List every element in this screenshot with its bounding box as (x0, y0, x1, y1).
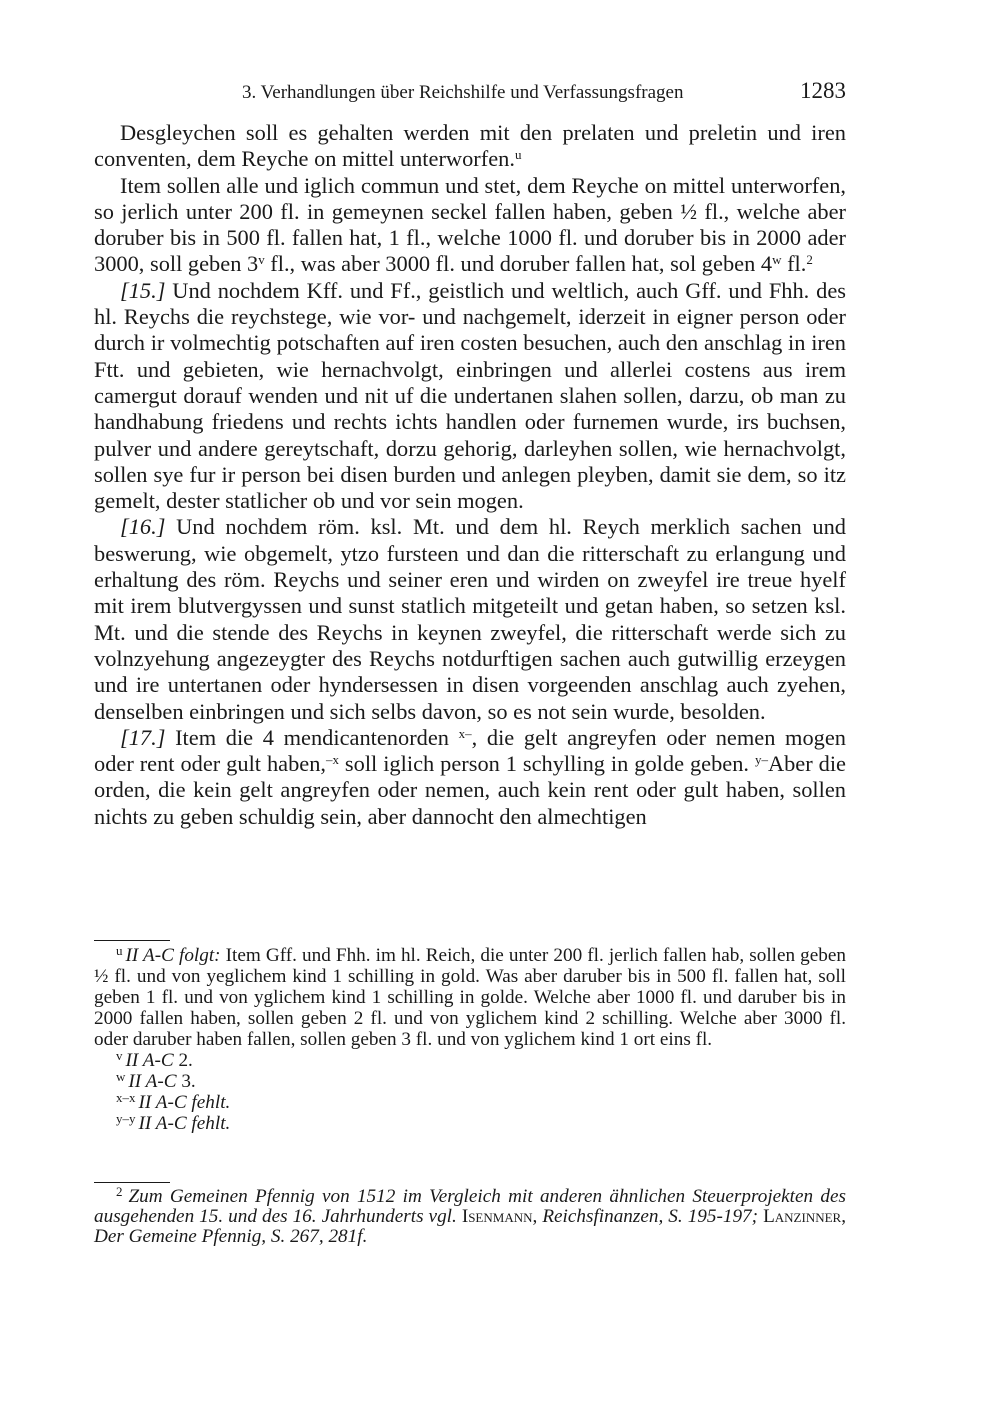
paragraph-text: Aber die orden, die kein gelt angreyfen oder nemen, auch kein rent oder gult haben, sollen nichts zu geben schuldig sein, aber dannocht den almechtigen (94, 751, 846, 829)
paragraph-text: soll iglich person 1 schylling in golde geben. (339, 751, 755, 777)
variant-mark-x-open: x– (458, 725, 472, 741)
running-header (94, 78, 846, 108)
variant-mark-v: v (258, 252, 265, 268)
main-text (94, 120, 846, 830)
variant-note-x (94, 1092, 846, 1113)
paragraph-15 (94, 278, 846, 515)
note-source: II A-C (125, 1050, 174, 1071)
section-number: [15.] (120, 277, 166, 303)
paragraph-17 (94, 725, 846, 830)
variant-note-u (94, 945, 846, 1050)
footnote-2: $^2$ Zum Gemeinen Pfennig von 1512 im Vergleich mit anderen ähnlichen Steuerprojekten des ausgehenden 15. und des 16. Jahrhunderts vgl. Isenmann, Reichsfinanzen, S. 195-197; Lanzinner, Der Gemeine Pfennig, S. 267, 281f. (94, 1184, 847, 1247)
variant-apparatus (94, 940, 846, 1134)
paragraph-text: fl. (781, 251, 807, 277)
section-number: [16.] (120, 514, 166, 540)
variant-note-w (94, 1071, 846, 1092)
footnote-text: Zum Gemeinen Pfennig von 1512 im Vergleich mit anderen ähnlichen Steuerprojekten des ausgehenden 15. und des 16. Jahrhunderts vgl. (94, 1186, 846, 1227)
note-source: II A-C folgt: (125, 945, 221, 966)
paragraph-16 (94, 514, 846, 724)
note-source: II A-C (128, 1071, 177, 1092)
commentary-footnotes (94, 1182, 846, 1247)
page-number: 1283 (800, 78, 846, 103)
note-mark: v (116, 1048, 123, 1063)
apparatus-rule (94, 940, 170, 941)
note-text: 3. (176, 1071, 196, 1092)
paragraph-text: Desgleychen soll es gehalten werden mit den prelaten und preletin und iren conventen, dem Reyche on mittel unterworfen. (94, 120, 846, 172)
note-mark: w (116, 1069, 126, 1084)
citation-title: Der Gemeine Pfennig, S. 267, 281f. (94, 1226, 368, 1247)
variant-mark-y-open: y– (754, 752, 768, 768)
running-title: 3. Verhandlungen über Reichshilfe und Verfassungsfragen (242, 82, 684, 103)
variant-note-y (94, 1113, 846, 1134)
paragraph-text: Und nochdem röm. ksl. Mt. und dem hl. Reych merklich sachen und beswerung, wie obgemelt, ytzo fursteen und dan die ritterschaft zu erlangung und erhaltung des röm. Reychs und seiner eren und wirden on zweyfel ire treue hyelf mit irem blutvergyssen und sunst statlich mitgeteilt und getan haben, so setzen ksl. Mt. und die stende des Reychs in keynen zweyfel, die ritterschaft werde sich zu volnzyehung angezeygter des Reychs notdurftigen sachen auch gutwillig erzeygen und ire untertanen oder hyndersessen in disen vorgeenden anschlag auch zyehen, denselben einbringen und sich selbs davon, so es not sein wurde, besolden. (94, 514, 846, 724)
variant-mark-u: u (514, 147, 522, 163)
author-name: Isenmann (461, 1206, 533, 1227)
paragraph-text: , die gelt angreyfen oder nemen mogen oder rent oder gult haben, (94, 724, 846, 777)
paragraph-prelaten (94, 120, 846, 173)
note-mark: y–y (116, 1111, 136, 1126)
section-number: [17.] (120, 724, 166, 750)
author-name: Lanzinner (763, 1206, 842, 1227)
note-text: 2. (173, 1050, 193, 1071)
note-mark: x–x (116, 1090, 136, 1105)
note-text: II A-C fehlt. (138, 1113, 231, 1134)
footnote-rule (94, 1182, 170, 1183)
note-text: II A-C fehlt. (138, 1092, 231, 1113)
paragraph-text: Item die 4 mendicantenorden (165, 724, 459, 750)
variant-mark-w: w (772, 252, 782, 268)
paragraph-text: Und nochdem Kff. und Ff., geistlich und weltlich, auch Gff. und Fhh. des hl. Reychs die reychstege, wie vor- und nachgemelt, iderzeit in eigner person oder durch ir volmechtig potschaften auf iren costen besuchen, auch den anschlag in iren Ftt. und gebieten, wie hernachvolgt, einbringen und allerlei costens aus irem camergut dorauf wenden und nit uf die undertanen slahen sollen, darzu, ob man zu handhabung friedens und rechts ichts handlen oder furnemen wurde, irs buchsen, pulver und andere gereytschaft, dorzu gehorig, darleyhen sollen, wie hernachvolgt, sollen sye fur ir person bei disen burden und anlegen pleyben, damit sie dem, so itz gemelt, dester statlicher ob und vor sein mogen. (94, 277, 846, 514)
footnote-ref-2: 2 (806, 252, 813, 268)
variant-mark-x-close: –x (326, 752, 339, 768)
citation-title: Reichsfinanzen, S. 195-197; (542, 1206, 759, 1227)
paragraph-text: Item sollen alle und iglich commun und stet, dem Reyche on mittel unterworfen, so jerlich unter 200 fl. in gemeynen seckel fallen haben, geben ½ fl., welche aber doruber bis in 500 fl. fallen hat, 1 fl., welche 1000 fl. und doruber bis in 2000 ader 3000, soll geben 3 (94, 172, 846, 277)
paragraph-text: fl., was aber 3000 fl. und doruber fallen hat, sol geben 4 (264, 251, 773, 277)
variant-note-v (94, 1050, 846, 1071)
note-text: Item Gff. und Fhh. im hl. Reich, die unter 200 fl. jerlich fallen hab, sollen geben ½ fl. und von yeglichem kind 1 schilling in gold. Was aber daruber bis in 500 fl. fallen hat, soll geben 1 fl. und von yglichem kind 1 schilling in golde. Welche aber 1000 fl. und daruber bis in 2000 fallen haben, sollen geben 2 fl. und von yglichem kind 2 schilling. Welche aber 3000 fl. oder daruber haben fallen, sollen geben 3 fl. und von yglichem kind 1 ort eins fl. (94, 945, 846, 1050)
footnote-mark: 2 (116, 1184, 123, 1199)
paragraph-commun-stet (94, 173, 846, 278)
note-mark: u (116, 943, 123, 958)
